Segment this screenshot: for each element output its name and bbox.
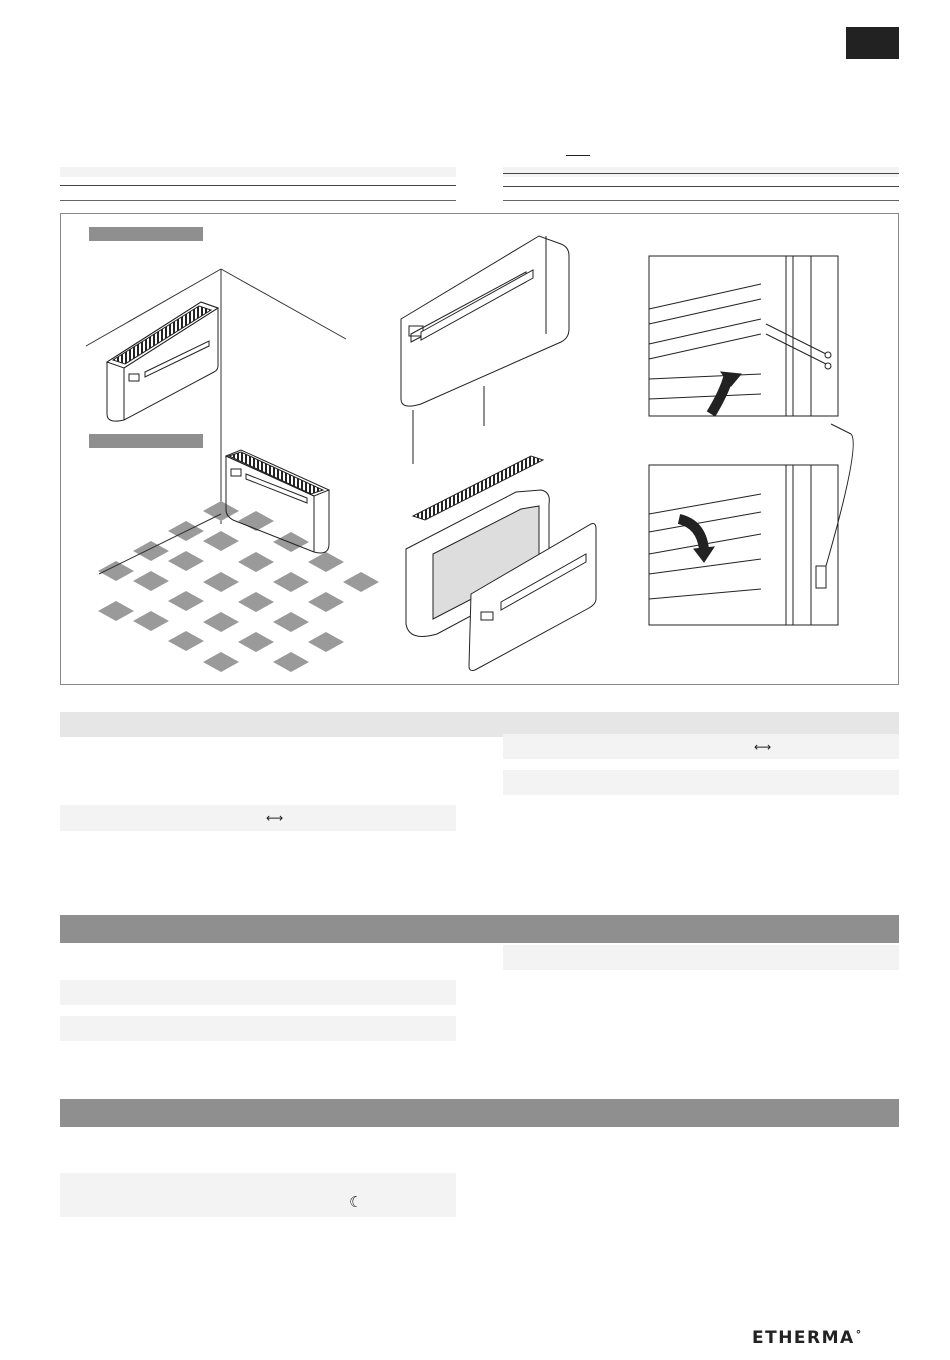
section-header-bar-3 — [60, 1099, 899, 1127]
left-subheader-band-1 — [60, 805, 456, 831]
rule-right-bottom — [503, 200, 899, 201]
right-subheader-band-3 — [503, 945, 899, 970]
header-band-right — [503, 167, 899, 177]
detail-remove-screws — [649, 256, 838, 416]
left-subheader-band-3 — [60, 1016, 456, 1041]
left-subheader-band-4 — [60, 1173, 456, 1217]
detail-open-flap — [649, 424, 853, 625]
swing-arrows-icon-2: ⟷ — [266, 811, 284, 825]
language-tab — [846, 27, 899, 59]
swing-arrows-icon: ⟷ — [754, 740, 772, 754]
header-band-left — [60, 167, 456, 177]
moon-icon: ☾ — [349, 1193, 363, 1211]
section-header-bar-2 — [60, 915, 899, 943]
right-subheader-band-1 — [503, 734, 899, 759]
installation-figure — [60, 213, 899, 685]
left-subheader-band-2 — [60, 980, 456, 1005]
brand-logo-text: ETHERMA — [752, 1328, 855, 1348]
floor-unit — [226, 450, 329, 553]
brand-logo-mark: ° — [855, 1328, 863, 1341]
installation-drawing — [61, 214, 898, 684]
floor-edge — [99, 514, 221, 574]
rule-right-mid — [503, 186, 899, 187]
underline-mark — [566, 155, 590, 156]
unit-front-view — [401, 236, 569, 464]
unit-exploded-view — [406, 456, 596, 671]
rule-left-bottom — [60, 200, 456, 201]
floor-tiles — [98, 501, 379, 672]
right-subheader-band-2 — [503, 770, 899, 795]
wall-unit — [107, 302, 218, 421]
brand-logo — [752, 1328, 863, 1348]
rule-right-top — [503, 173, 899, 174]
rule-left-top — [60, 185, 456, 186]
